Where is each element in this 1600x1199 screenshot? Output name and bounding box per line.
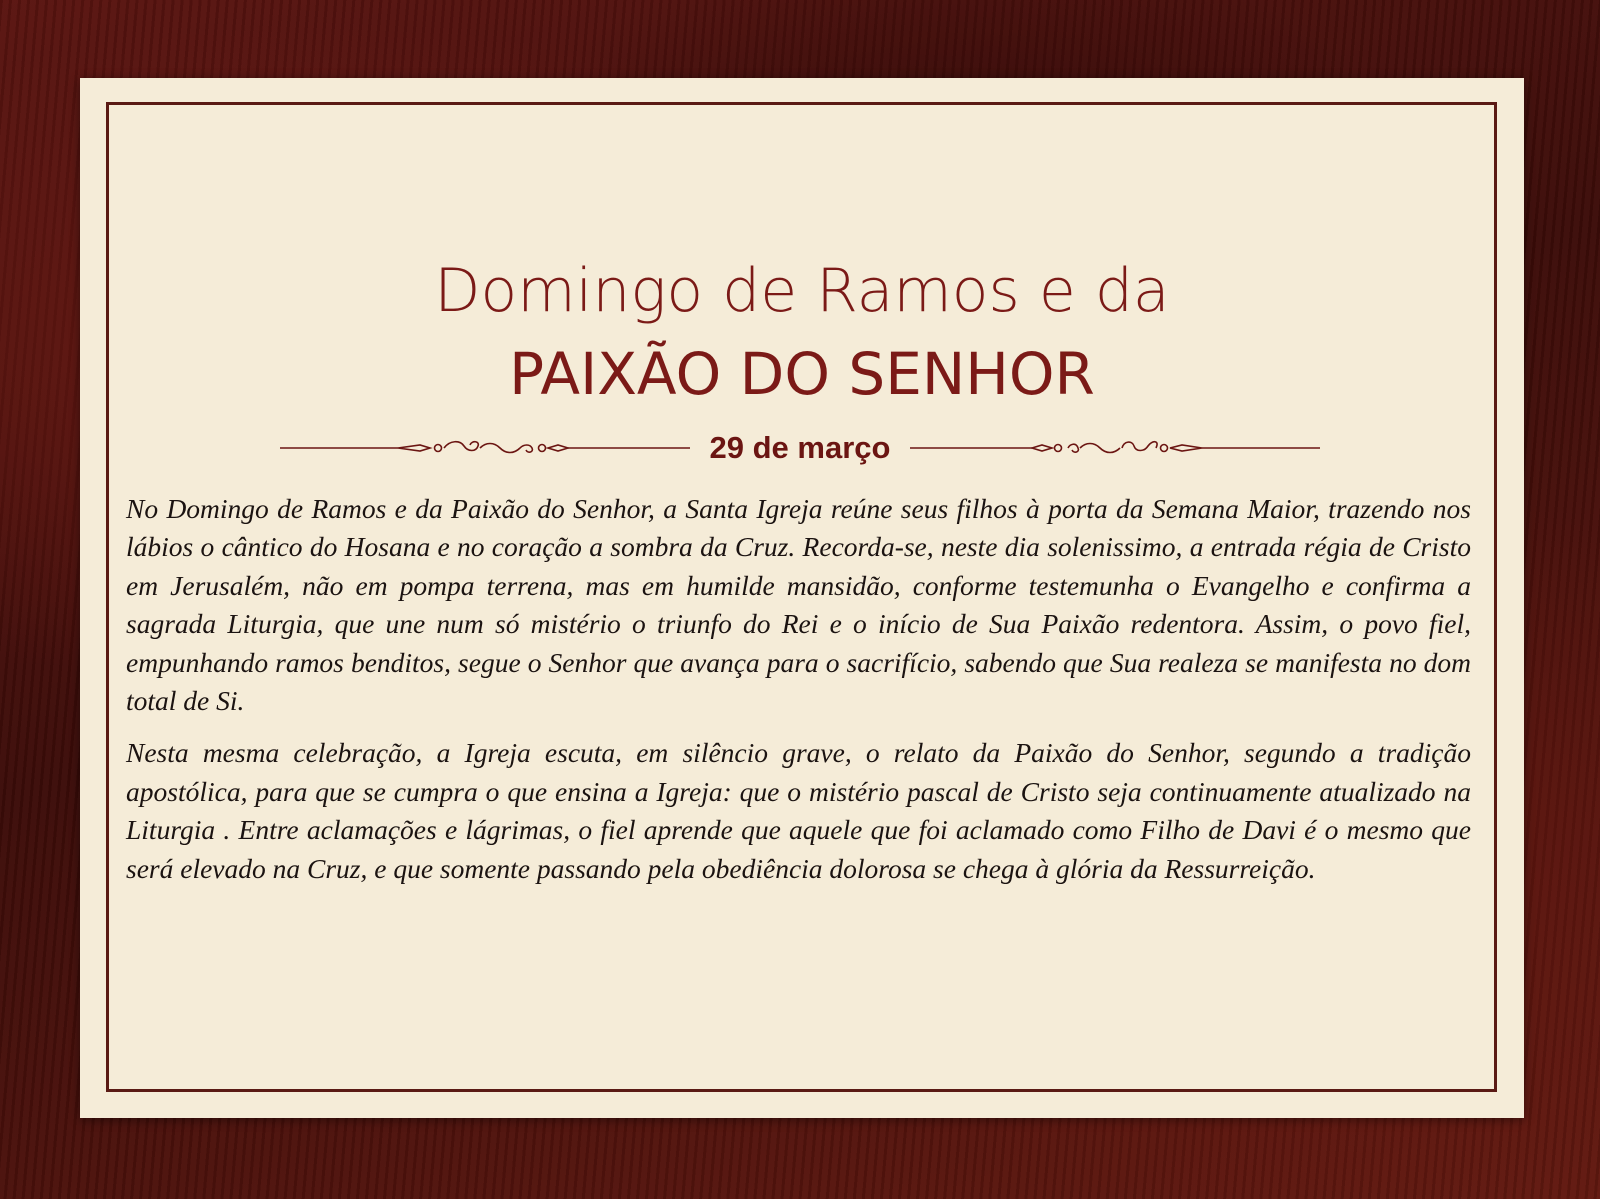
title-line-1: Domingo de Ramos e da xyxy=(434,256,1170,326)
body-text xyxy=(126,490,1471,902)
paragraph-1: No Domingo de Ramos e da Paixão do Senhor, a Santa Igreja reúne seus filhos à porta da Semana Maior, trazendo nos lábios o cântico do Hosana e no coração a sombra da Cruz. Recorda-se, neste dia solenissimo, a entrada régia de Cristo em Jerusalém, não em pompa terrena, mas em humilde mansidão, conforme testemunha o Evangelho e confirma a sagrada Liturgia, que une num só mistério o triunfo do Rei e o início de Sua Paixão redentora. Assim, o povo fiel, empunhando ramos benditos, segue o Senhor que avança para o sacrifício, sabendo que Sua realeza se manifesta no dom total de Si. xyxy=(126,493,1471,717)
title-line-2: PAIXÃO DO SENHOR xyxy=(509,340,1095,408)
flourish-divider-right-icon xyxy=(910,436,1320,460)
date-divider-row xyxy=(280,426,1320,472)
paragraph-2: Nesta mesma celebração, a Igreja escuta, em silêncio grave, o relato da Paixão do Senhor, segundo a tradição apostólica, para que se cumpra o que ensina a Igreja: que o mistério pascal de Cristo seja continuamente atualizado na Liturgia . Entre aclamações e lágrimas, o fiel aprende que aquele que foi aclamado como Filho de Davi é o mesmo que será elevado na Cruz, e que somente passando pela obediência dolorosa se chega à glória da Ressurreição. xyxy=(126,737,1471,884)
document-card xyxy=(80,78,1524,1118)
date-label: 29 de março xyxy=(709,430,891,465)
